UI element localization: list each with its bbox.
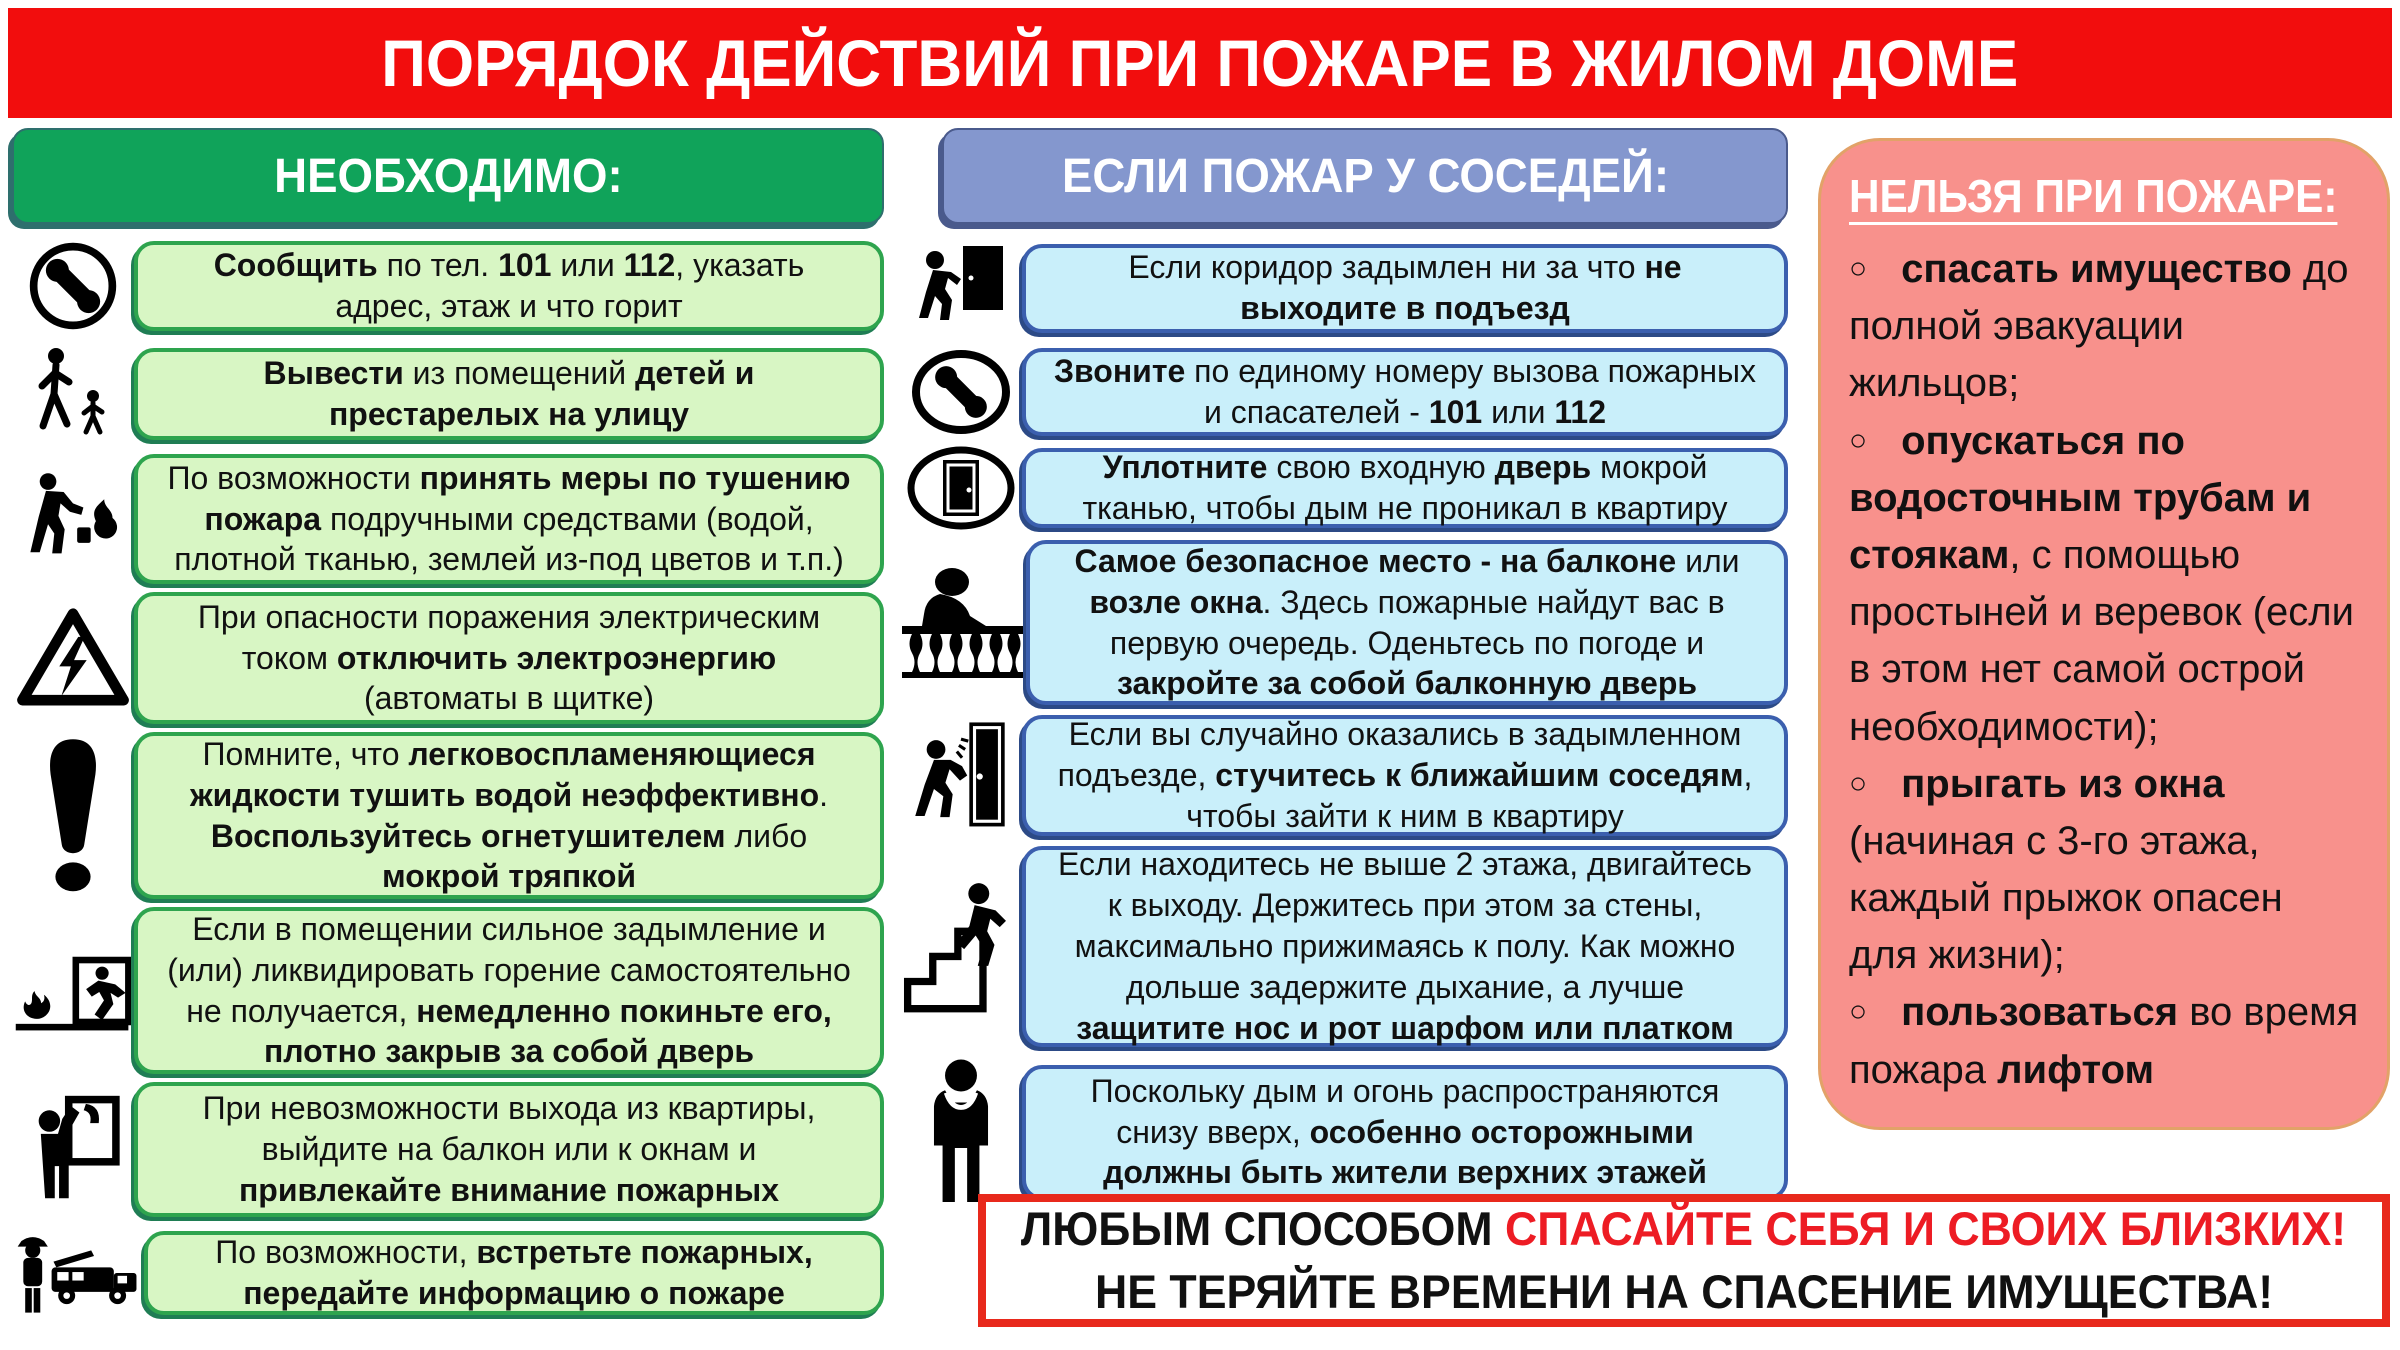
list-item (12, 238, 884, 334)
forbidden-text: прыгать из окна (начиная с 3-го этажа, каждый прыжок опасен для жизни); (1849, 761, 2283, 978)
instruction-text: По возможности, встретьте пожарных, передайте информацию о пожаре (215, 1234, 813, 1311)
stairs-down-icon (900, 879, 1022, 1015)
instruction-box (134, 241, 884, 331)
instruction-box (134, 907, 884, 1074)
instruction-text: Сообщить по тел. 101 или 112, указать адрес, этаж и что горит (213, 247, 805, 324)
phone-icon (900, 348, 1022, 436)
phone-icon (12, 238, 134, 334)
forbidden-panel (1818, 138, 2390, 1130)
instruction-box (1022, 846, 1788, 1047)
necessary-header (12, 128, 884, 224)
instruction-box (144, 1231, 884, 1315)
instruction-text: Если находитесь не выше 2 этажа, двигайтесь к выходу. Держитесь при этом за стены, максимально прижимаясь к полу. Как можно дольше задержите дыхание, а лучше защитите нос и рот шарфом или платком (1058, 846, 1752, 1046)
list-item (12, 907, 884, 1074)
instruction-box (1022, 244, 1788, 333)
balcony-icon (900, 564, 1026, 682)
cover-face-icon (900, 1057, 1022, 1207)
title-banner (8, 8, 2392, 118)
list-item (12, 342, 884, 446)
list-item (900, 348, 1788, 436)
instruction-text: Если вы случайно оказались в задымленном подъезде, стучитесь к ближайшим соседям, чтобы зайти к ним в квартиру (1057, 716, 1753, 834)
column-necessary (12, 128, 884, 1329)
forbidden-text: спасать имущество до полной эвакуации жильцов; (1849, 247, 2349, 406)
forbidden-text: опускаться по водосточным трубам и стоякам, с помощью простыней и веревок (если в этом нет самой острой необходимости); (1849, 418, 2354, 749)
circle-bullet-icon: ○ (1849, 766, 1868, 800)
instruction-text: Поскольку дым и огонь распространяются снизу вверх, особенно осторожными должны быть жители верхних этажей (1090, 1072, 1720, 1191)
forbidden-text: пользоваться во время пожара лифтом (1849, 990, 2359, 1092)
column-neighbors-fire (900, 128, 1788, 1217)
circle-bullet-icon: ○ (1849, 252, 1868, 285)
forbidden-item (1849, 756, 2361, 985)
list-item (12, 1225, 884, 1321)
instruction-box (134, 732, 884, 899)
forbidden-item (1849, 984, 2361, 1098)
neighbors-header-label: ЕСЛИ ПОЖАР У СОСЕДЕЙ: (1061, 149, 1669, 203)
door-exit-icon (900, 238, 1022, 338)
instruction-text: Самое безопасное место - на балконе или возле окна. Здесь пожарные найдут вас в первую очередь. Оденьтесь по погоде и закройте за собой балконную дверь (1074, 542, 1740, 702)
list-item (900, 1057, 1788, 1207)
list-item (900, 846, 1788, 1047)
instruction-text: При невозможности выхода из квартиры, выйдите на балкон или к окнам и привлекайте внимание пожарных (202, 1090, 816, 1208)
forbidden-item (1849, 241, 2361, 413)
exclamation-icon (12, 735, 134, 897)
footer-line2: НЕ ТЕРЯЙТЕ ВРЕМЕНИ НА СПАСЕНИЕ ИМУЩЕСТВА! (1094, 1264, 2274, 1318)
list-item (12, 454, 884, 584)
page-title: ПОРЯДОК ДЕЙСТВИЙ ПРИ ПОЖАРЕ В ЖИЛОМ ДОМЕ (381, 26, 2019, 100)
instruction-box (134, 454, 884, 584)
list-item (900, 540, 1788, 705)
instruction-text: Звоните по единому номеру вызова пожарных и спасателей - 101 или 112 (1053, 353, 1757, 430)
forbidden-item (1849, 413, 2361, 756)
instruction-text: Если в помещении сильное задымление и (или) ликвидировать горение самостоятельно не получается, немедленно покиньте его, плотно закрыв за собой дверь (167, 910, 851, 1070)
instruction-box (134, 1082, 884, 1217)
list-item (12, 592, 884, 724)
instruction-text: Вывести из помещений детей и престарелых на улицу (263, 355, 755, 432)
necessary-header-label: НЕОБХОДИМО: (273, 149, 623, 203)
circle-bullet-icon: ○ (1849, 423, 1868, 457)
forbidden-header: НЕЛЬЗЯ ПРИ ПОЖАРЕ: (1849, 170, 2338, 222)
list-item (900, 446, 1788, 530)
list-item (12, 1082, 884, 1217)
instruction-box (1026, 540, 1788, 705)
instruction-text: Помните, что легковоспламеняющиеся жидкости тушить водой неэффективно. Воспользуйтесь огнетушителем либо мокрой тряпкой (189, 735, 829, 895)
instruction-text: Если коридор задымлен ни за что не выходите в подъезд (1128, 249, 1682, 326)
neighbors-header (942, 128, 1788, 224)
adult-child-icon (12, 342, 134, 446)
electric-hazard-icon (12, 604, 134, 712)
list-item (900, 238, 1788, 338)
window-signal-icon (12, 1091, 134, 1209)
footer-line1: ЛЮБЫМ СПОСОБОМ СПАСАЙТЕ СЕБЯ И СВОИХ БЛИЗКИХ! (1021, 1202, 2347, 1256)
instruction-text: По возможности принять меры по тушению пожара подручными средствами (водой, плотной тканью, землей из-под цветов и т.п.) (167, 459, 851, 578)
list-item (900, 715, 1788, 836)
instruction-text: Уплотните свою входную дверь мокрой тканью, чтобы дым не проникал в квартиру (1082, 449, 1728, 526)
fire-exit-icon (12, 948, 134, 1034)
instruction-box (1022, 448, 1788, 528)
instruction-box (1022, 348, 1788, 436)
extinguish-fire-icon (12, 464, 134, 574)
instruction-box (134, 592, 884, 724)
instruction-text: При опасности поражения электрическим током отключить электроэнергию (автоматы в щитке) (197, 598, 821, 717)
instruction-box (134, 348, 884, 440)
sealed-door-icon (900, 446, 1022, 530)
instruction-box (1022, 715, 1788, 836)
circle-bullet-icon: ○ (1849, 995, 1868, 1029)
list-item (12, 732, 884, 899)
knock-door-icon (900, 716, 1022, 836)
firefighter-truck-icon (12, 1225, 144, 1321)
instruction-box (1022, 1065, 1788, 1200)
footer-banner (978, 1194, 2390, 1327)
